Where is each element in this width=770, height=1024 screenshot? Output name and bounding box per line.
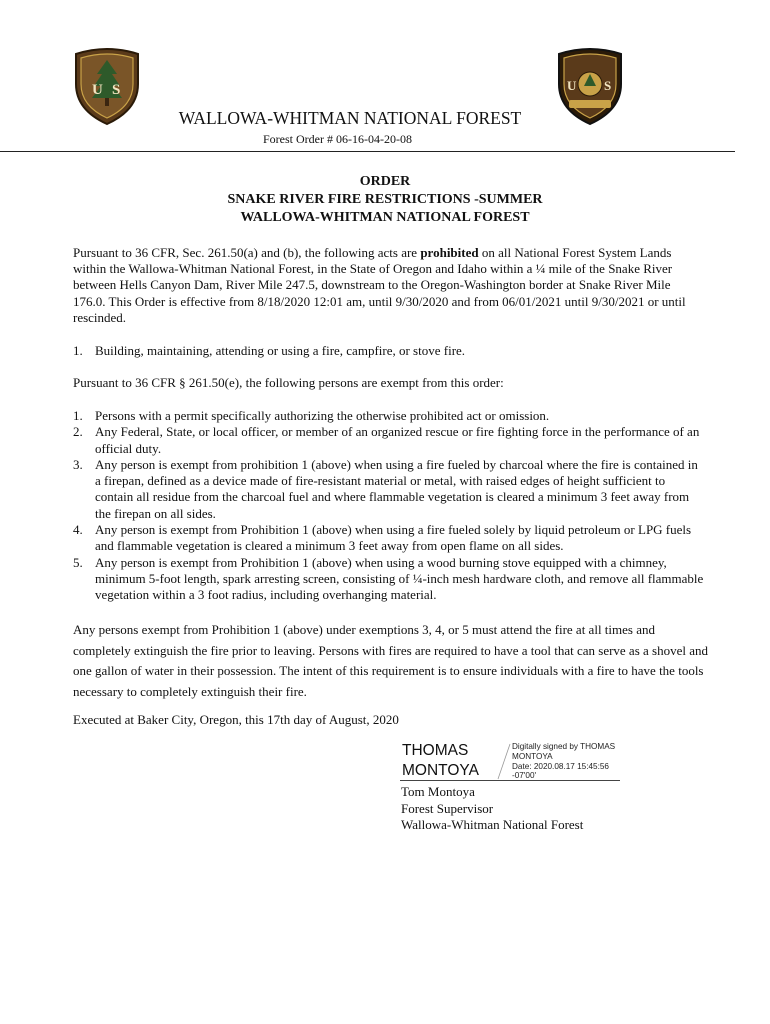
intro-text-after: on all National Forest System Lands within the Wallowa-Whitman National Forest, in the State of Oregon and Idaho within a ¼ mile of the Snake River between Hells Canyon Dam, River Mile 247.5, downstream to the Oregon-Washington border at Snake River Mile 176.0. This Order is effective from 8/18/2020 12:01 am, until 9/30/2020 and from 06/01/2021 until 9/30/2021 or until rescinded.	[73, 245, 686, 325]
list-number: 1.	[73, 343, 83, 358]
intro-paragraph	[73, 245, 705, 326]
svg-text:S: S	[604, 78, 612, 93]
list-number: 4.	[73, 522, 83, 538]
signature-first-name: THOMAS	[402, 742, 469, 759]
signature-details	[512, 742, 622, 781]
forest-order-number: Forest Order # 06-16-04-20-08	[263, 132, 412, 146]
intro-text-before: Pursuant to 36 CFR, Sec. 261.50(a) and (b), the following acts are	[73, 245, 421, 260]
list-item	[73, 343, 705, 359]
exemption-intro: Pursuant to 36 CFR § 261.50(e), the following persons are exempt from this order:	[73, 375, 504, 390]
svg-text:U: U	[567, 78, 577, 93]
list-number: 1.	[73, 408, 83, 423]
list-item	[73, 457, 705, 522]
signer-title: Forest Supervisor	[401, 800, 494, 816]
list-text: Any person is exempt from prohibition 1 (above) when using a fire fueled by charcoal where the fire is contained in a firepan, defined as a device made of fire-resistant material or metal, with raised edges of height sufficient to contain all residue from the charcoal fuel and where flammable vegetation is cleared a minimum 3 feet away from the firepan on all sides.	[95, 456, 698, 521]
signature-last-name: MONTOYA	[402, 762, 479, 779]
signature-slash-icon	[496, 742, 512, 780]
signature-detail-line: MONTOYA	[512, 751, 553, 761]
list-number: 3.	[73, 456, 83, 472]
signature-line	[400, 780, 620, 781]
signer-name: Tom Montoya	[401, 784, 475, 799]
signature-detail-line: Digitally signed by THOMAS	[512, 742, 616, 751]
title-restrictions: SNAKE RIVER FIRE RESTRICTIONS -SUMMER	[227, 192, 543, 207]
list-text: Any person is exempt from Prohibition 1 (above) when using a wood burning stove equipped with a chimney, minimum 5-foot length, spark arresting screen, consisting of ¼-inch mesh hardware cloth, and remove all flammable vegetation within a 3 foot radius, including overhanging material.	[95, 554, 704, 603]
svg-text:S: S	[112, 82, 121, 98]
list-item	[73, 522, 705, 555]
digital-signature	[400, 740, 620, 782]
title-order: ORDER	[359, 174, 411, 189]
header-divider	[0, 151, 735, 152]
signer-unit: Wallowa-Whitman National Forest	[401, 817, 584, 832]
list-number: 2.	[73, 424, 83, 440]
signer-block	[401, 784, 583, 834]
prohibition-list	[73, 343, 705, 359]
exemption-list	[73, 408, 705, 604]
list-text: Any Federal, State, or local officer, or member of an organized rescue or fire fighting force in the performance of an official duty.	[95, 424, 700, 456]
signature-detail-line: -07'00'	[512, 771, 537, 781]
list-number: 5.	[73, 554, 83, 570]
intro-prohibited: prohibited	[420, 245, 479, 260]
list-text: Any person is exempt from Prohibition 1 (above) when using a fire fueled solely by liquid petroleum or LPG fuels and flammable vegetation is cleared a minimum 3 feet away from open flame on all sides.	[95, 522, 692, 554]
signature-detail-line: Date: 2020.08.17 15:45:56	[512, 761, 609, 771]
title-forest: WALLOWA-WHITMAN NATIONAL FOREST	[240, 210, 530, 225]
svg-text:U: U	[92, 82, 103, 98]
list-item	[73, 555, 705, 604]
attendance-paragraph: Any persons exempt from Prohibition 1 (above) under exemptions 3, 4, or 5 must attend the fire at all times and completely extinguish the fire prior to leaving. Persons with fires are required to have a tool that can serve as a shovel and one gallon of water in their possession. The intent of this requirement is to ensure individuals with a fire to have the tools necessary to completely extinguish their fire.	[73, 622, 708, 699]
list-item	[73, 408, 705, 424]
list-text: Building, maintaining, attending or using a fire, campfire, or stove fire.	[95, 343, 466, 358]
executed-statement: Executed at Baker City, Oregon, this 17th day of August, 2020	[73, 712, 399, 727]
list-item	[73, 424, 705, 457]
list-text: Persons with a permit specifically authorizing the otherwise prohibited act or omission.	[95, 408, 550, 423]
agency-name	[0, 108, 700, 129]
agency-name-text: WALLOWA-WHITMAN NATIONAL FOREST	[178, 108, 522, 128]
